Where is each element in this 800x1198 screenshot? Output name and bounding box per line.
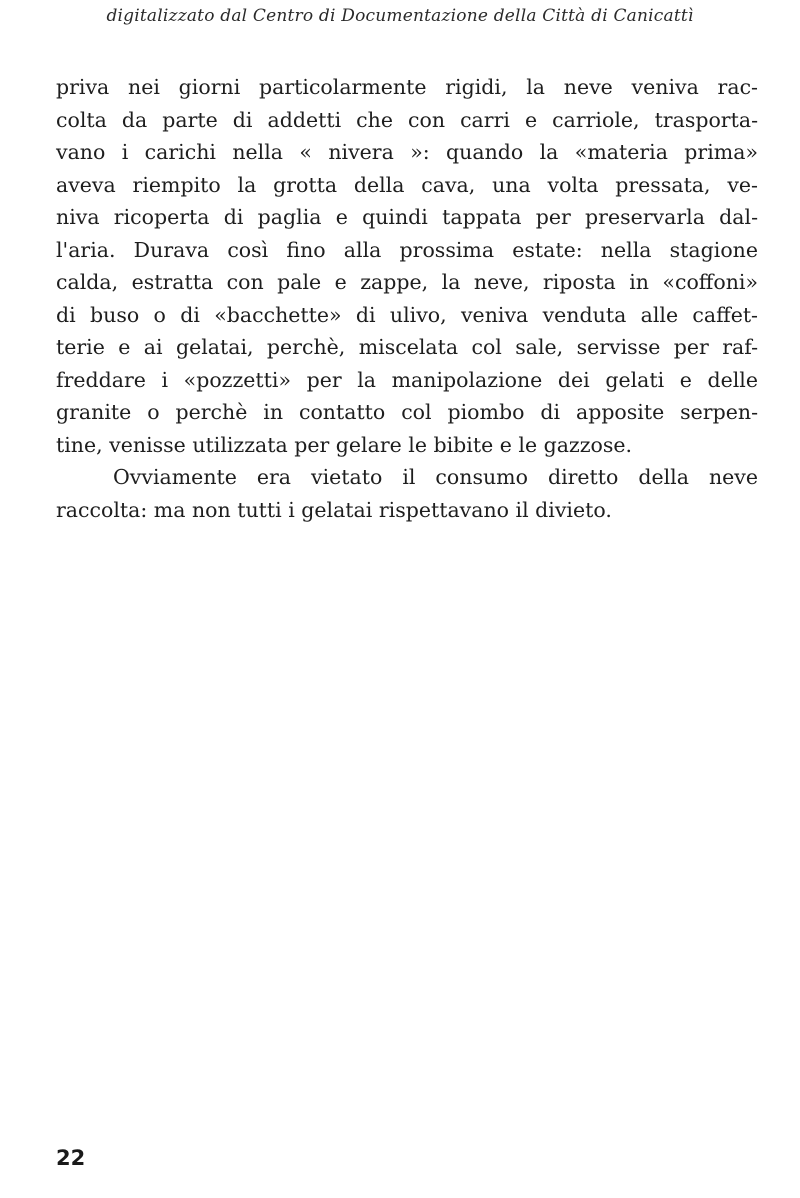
page-number: 22 [56,1146,86,1170]
text-line: priva nei giorni particolarmente rigidi, la neve veniva rac- [56,75,758,99]
text-line: di buso o di «bacchette» di ulivo, veniva venduta alle caffet- [56,302,758,327]
paragraph-2 [56,461,758,526]
text-line: Ovviamente era vietato il consumo diretto della neve [113,465,758,489]
text-line: terie e ai gelatai, perchè, miscelata col sale, servisse per raf- [56,335,758,359]
text-line: raccolta: ma non tutti i gelatai rispettavano il divieto. [56,497,612,522]
digitization-watermark: digitalizzato dal Centro di Documentazione della Città di Canicattì [106,6,694,26]
text-line: vano i carichi nella « nivera »: quando la «materia prima» [56,140,758,164]
text-line: calda, estratta con pale e zappe, la neve, riposta in «coffoni» [56,270,758,294]
text-line: niva ricoperta di paglia e quindi tappata per preservarla dal- [56,205,758,229]
text-line: freddare i «pozzetti» per la manipolazione dei gelati e delle [56,367,758,392]
text-line: granite o perchè in contatto col piombo di apposite serpen- [56,400,758,424]
text-line: tine, venisse utilizzata per gelare le bibite e le gazzose. [56,432,633,457]
paragraph-1 [56,71,758,461]
page-body-text [56,71,758,526]
text-line: colta da parte di addetti che con carri e carriole, trasporta- [56,107,758,132]
text-line: l'aria. Durava così fino alla prossima estate: nella stagione [56,237,758,262]
text-line: aveva riempito la grotta della cava, una volta pressata, ve- [56,172,758,197]
